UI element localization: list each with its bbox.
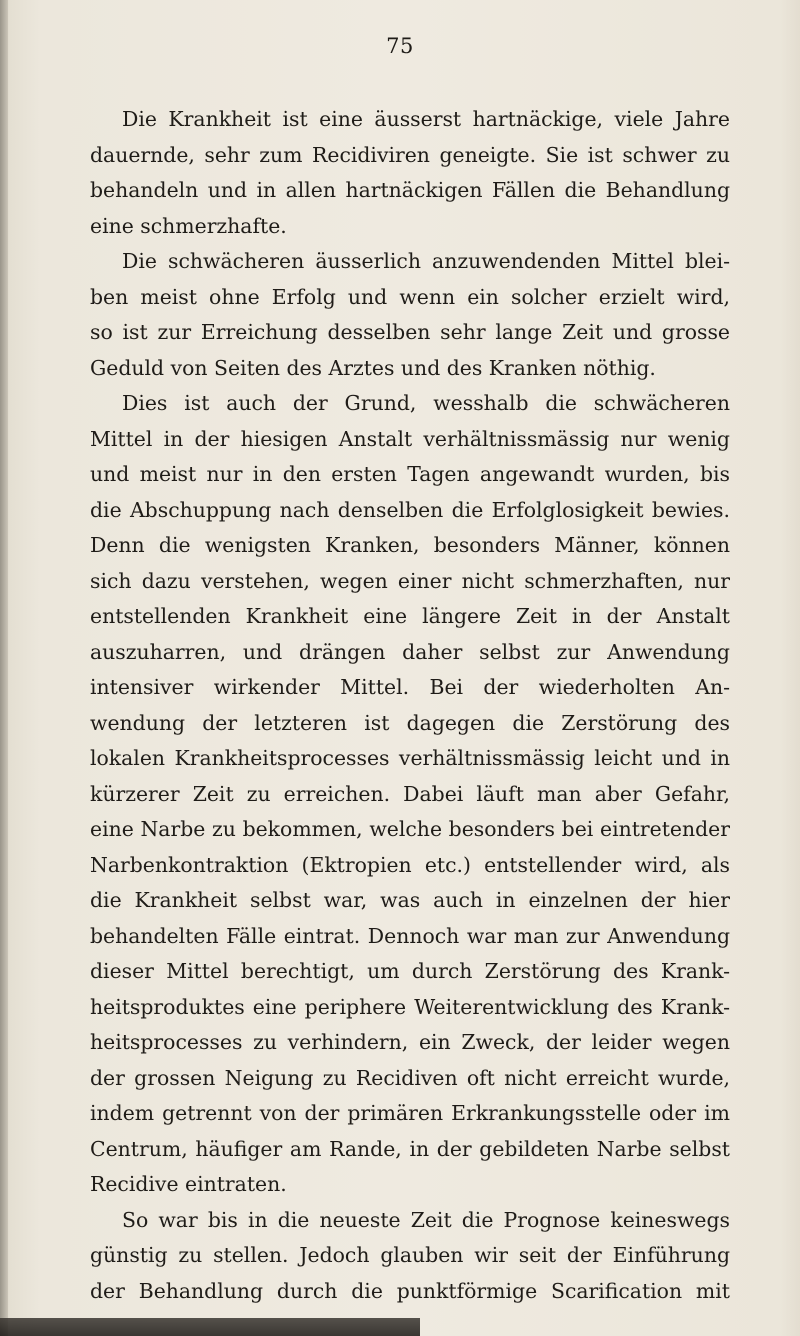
text-line: entstellenden Krankheit eine längere Zeit in der Anstalt bbox=[90, 604, 730, 628]
paragraph bbox=[90, 102, 730, 244]
page-number: 75 bbox=[386, 34, 414, 58]
text-line: auszuharren, und drängen daher selbst zur Anwendung bbox=[90, 639, 730, 664]
text-line: sich dazu verstehen, wegen einer nicht schmerzhaften, nur bbox=[90, 568, 730, 593]
text-line: indem getrennt von der primären Erkrankungsstelle oder im bbox=[90, 1101, 730, 1125]
text-line: Denn die wenigsten Kranken, besonders Männer, können bbox=[90, 533, 730, 557]
text-line: ben meist ohne Erfolg und wenn ein solcher erzielt wird, bbox=[90, 284, 730, 309]
text-line: eine Narbe zu bekommen, welche besonders bei eintretender bbox=[90, 817, 730, 841]
text-line: Centrum, häufiger am Rande, in der gebildeten Narbe selbst bbox=[90, 1136, 730, 1161]
text-line: der Behandlung durch die punktförmige Scarification mit bbox=[90, 1278, 730, 1303]
text-line: Dies ist auch der Grund, wesshalb die schwächeren bbox=[122, 391, 730, 415]
text-line: die Abschuppung nach denselben die Erfolglosigkeit bewies. bbox=[90, 497, 730, 522]
body-text bbox=[90, 102, 730, 1309]
text-line: dieser Mittel berechtigt, um durch Zerstörung des Krank- bbox=[90, 959, 730, 983]
paragraph bbox=[90, 386, 730, 1203]
text-line: kürzerer Zeit zu erreichen. Dabei läuft man aber Gefahr, bbox=[90, 781, 730, 806]
text-line: günstig zu stellen. Jedoch glauben wir seit der Einführung bbox=[90, 1243, 730, 1267]
text-line: so ist zur Erreichung desselben sehr lange Zeit und grosse bbox=[90, 320, 730, 344]
scan-edge-shadow bbox=[0, 1318, 420, 1336]
text-line: lokalen Krankheitsprocesses verhältnissmässig leicht und in bbox=[90, 746, 730, 770]
text-line: Die schwächeren äusserlich anzuwendenden Mittel blei- bbox=[122, 249, 730, 273]
text-line: und meist nur in den ersten Tagen angewandt wurden, bis bbox=[90, 462, 730, 486]
text-line: Geduld von Seiten des Arztes und des Kranken nöthig. bbox=[90, 355, 656, 380]
text-line: behandelten Fälle eintrat. Dennoch war man zur Anwendung bbox=[90, 923, 730, 948]
text-line: der grossen Neigung zu Recidiven oft nicht erreicht wurde, bbox=[90, 1065, 730, 1090]
page-binding-shadow bbox=[0, 0, 8, 1336]
text-line: Die Krankheit ist eine äusserst hartnäckige, viele Jahre bbox=[122, 107, 730, 131]
text-line: wendung der letzteren ist dagegen die Zerstörung des bbox=[90, 710, 730, 735]
text-line: Recidive eintraten. bbox=[90, 1172, 287, 1196]
text-line: heitsproduktes eine periphere Weiterentwicklung des Krank- bbox=[90, 994, 730, 1019]
text-line: Mittel in der hiesigen Anstalt verhältnissmässig nur wenig bbox=[90, 426, 730, 451]
text-line: intensiver wirkender Mittel. Bei der wiederholten An- bbox=[90, 675, 730, 699]
text-line: heitsprocesses zu verhindern, ein Zweck, der leider wegen bbox=[90, 1030, 730, 1054]
text-line: eine schmerzhafte. bbox=[90, 213, 287, 238]
paragraph bbox=[90, 244, 730, 386]
text-line: dauernde, sehr zum Recidiviren geneigte. Sie ist schwer zu bbox=[90, 142, 730, 167]
paragraph bbox=[90, 1203, 730, 1310]
text-line: So war bis in die neueste Zeit die Prognose keineswegs bbox=[122, 1207, 730, 1232]
text-line: die Krankheit selbst war, was auch in einzelnen der hier bbox=[90, 888, 730, 912]
text-line: behandeln und in allen hartnäckigen Fällen die Behandlung bbox=[90, 178, 730, 202]
text-line: Narbenkontraktion (Ektropien etc.) entstellender wird, als bbox=[90, 852, 730, 877]
